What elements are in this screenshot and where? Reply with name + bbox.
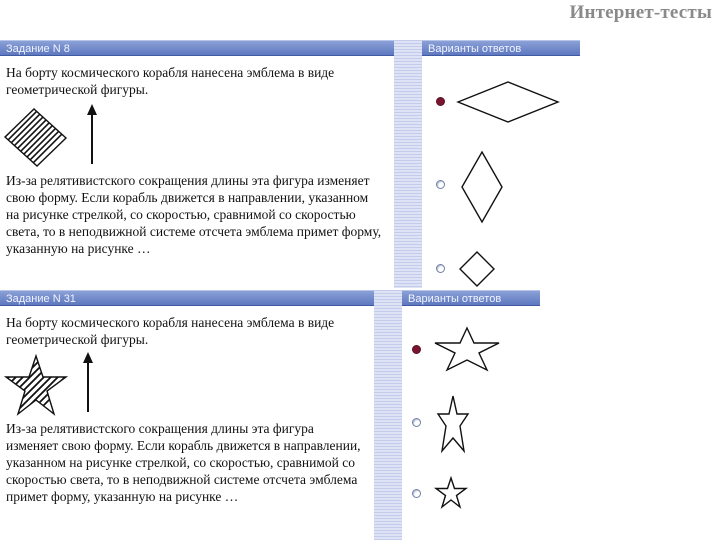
task-8-option-3-small-square[interactable] [458, 250, 496, 288]
task-8-arrow-icon [84, 104, 100, 166]
task-8-divider-stripe [394, 40, 422, 288]
task-8-option-2-radio[interactable] [436, 180, 445, 189]
task-31-arrow-icon [80, 352, 96, 414]
task-8-answers-bar: Варианты ответов [422, 40, 580, 56]
task-31-option-1-wide-star[interactable] [432, 326, 502, 372]
task-31-answers-bar: Варианты ответов [402, 290, 540, 306]
task-8-body-text: Из-за релятивистского сокращения длины эта фигура изменяет свою форму. Если корабль движется в направлении, указанном на рисунке стрелкой, со скоростью, сравнимой со скоростью света, то в неподвижной системе отсчета эмблема примет форму, указанную на рисунке … [6, 173, 382, 256]
task-31-option-3-radio[interactable] [412, 489, 421, 498]
task-31-striped-star-figure [4, 354, 68, 416]
task-31-option-2-tall-star[interactable] [436, 394, 470, 454]
task-31-body-text: Из-за релятивистского сокращения длины эта фигура изменяет свою форму. Если корабль движется в направлении, указанном на рисунке стрелкой, со скоростью, сравнимой со скоростью света, то в неподвижной системе отсчета эмблема примет форму, указанную на рисунке … [6, 421, 361, 504]
task-31-option-2-radio[interactable] [412, 418, 421, 427]
task-31-divider-stripe [374, 290, 402, 540]
task-31-intro-text: На борту космического корабля нанесена эмблема в виде геометрической фигуры. [6, 315, 335, 347]
task-8-option-1-wide-rhombus[interactable] [456, 80, 560, 124]
task-8-option-1-radio[interactable] [436, 97, 445, 106]
task-8-intro-text: На борту космического корабля нанесена эмблема в виде геометрической фигуры. [6, 65, 335, 97]
task-31-option-1-radio[interactable] [412, 345, 421, 354]
task-8-striped-square-figure [6, 104, 76, 164]
task-8-option-3-radio[interactable] [436, 264, 445, 273]
task-31-header-bar: Задание N 31 [0, 290, 374, 306]
task-8-header-bar: Задание N 8 [0, 40, 394, 56]
task-31-option-3-small-star[interactable] [434, 476, 468, 510]
task-8-option-2-tall-rhombus[interactable] [460, 150, 504, 224]
page-title: Интернет-тесты [569, 2, 712, 23]
